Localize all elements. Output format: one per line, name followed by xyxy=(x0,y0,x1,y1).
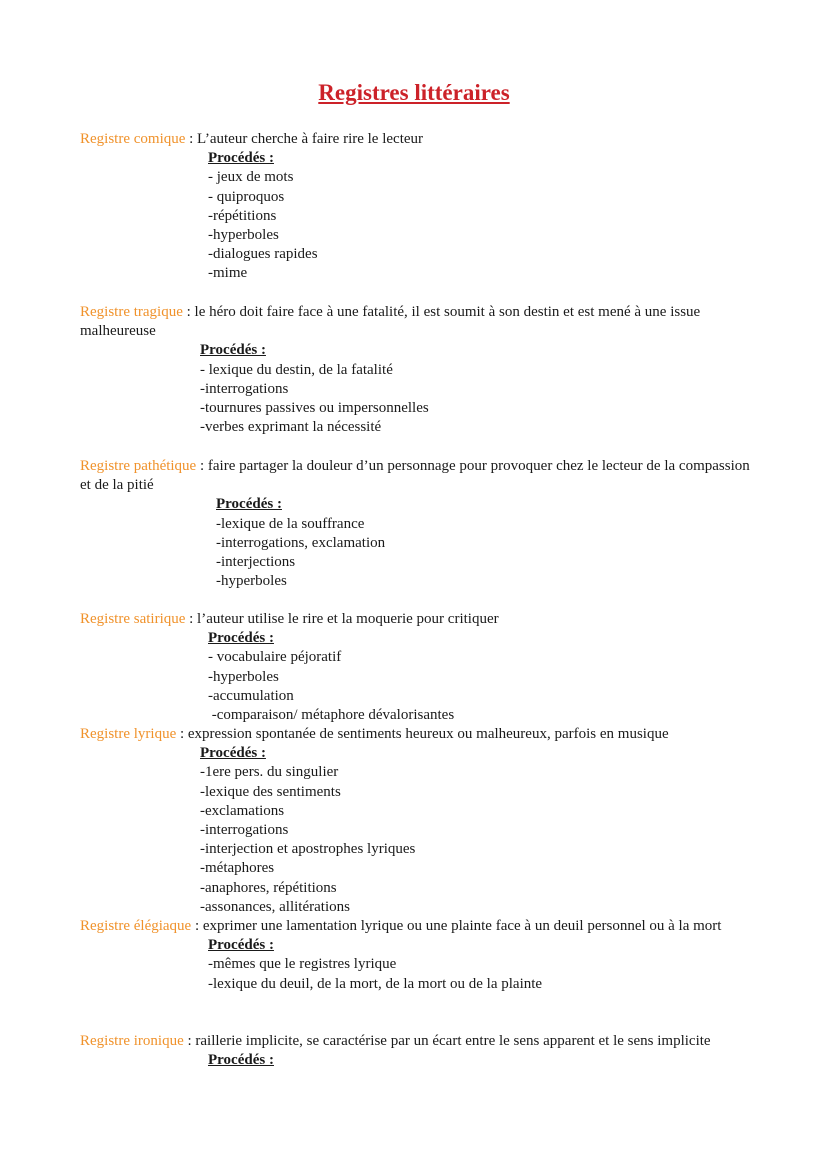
procede-item: - jeux de mots xyxy=(208,169,294,186)
section-registre-satirique xyxy=(80,610,750,725)
procede-item: -hyperboles xyxy=(208,668,279,685)
procede-item: -comparaison/ métaphore dévalorisantes xyxy=(208,707,455,724)
register-definition-text: : le héro doit faire face à une fatalité, il est soumit à son destin et est mené à une issue malheureuse xyxy=(80,304,701,340)
register-definition-text: : l’auteur utilise le rire et la moquerie pour critiquer xyxy=(185,611,499,627)
procede-item: -hyperboles xyxy=(216,573,287,590)
section-registre-comique xyxy=(80,130,750,284)
register-label: Registre ironique xyxy=(80,1033,184,1049)
register-definition xyxy=(80,917,750,936)
register-label: Registre lyrique xyxy=(80,726,177,742)
register-definition xyxy=(80,725,750,744)
register-label: Registre tragique xyxy=(80,304,183,320)
procede-item: -hyperboles xyxy=(208,227,279,244)
procede-item: -anaphores, répétitions xyxy=(200,879,337,896)
register-definition xyxy=(80,1032,750,1051)
procede-item: - lexique du destin, de la fatalité xyxy=(200,361,393,378)
procedes-list xyxy=(208,629,750,725)
register-definition-text: : raillerie implicite, se caractérise par un écart entre le sens apparent et le sens implicite xyxy=(183,1033,711,1049)
section-registre-lyrique xyxy=(80,725,750,917)
procede-item: -1ere pers. du singulier xyxy=(200,764,339,781)
procede-item: -lexique de la souffrance xyxy=(216,515,365,532)
register-definition xyxy=(80,303,750,341)
section-registre-pathetique xyxy=(80,457,750,591)
register-definition xyxy=(80,610,750,629)
procedes-list xyxy=(200,341,750,437)
register-label: Registre comique xyxy=(80,131,186,147)
procede-item: -interrogations xyxy=(200,822,289,839)
procedes-heading: Procédés : xyxy=(208,630,274,647)
register-definition-text: : L’auteur cherche à faire rire le lecteur xyxy=(185,131,424,147)
procede-item: -mêmes que le registres lyrique xyxy=(208,956,397,973)
register-definition-text: : faire partager la douleur d’un personnage pour provoquer chez le lecteur de la compassion et de la pitié xyxy=(80,458,750,494)
register-definition xyxy=(80,130,750,149)
procede-item: -exclamations xyxy=(200,802,285,819)
procede-item: -interrogations xyxy=(200,380,289,397)
procedes-heading: Procédés : xyxy=(208,1052,274,1069)
page-title: Registres littéraires xyxy=(318,80,510,105)
procedes-list xyxy=(208,149,750,283)
procede-item: -assonances, allitérations xyxy=(200,898,350,915)
procede-item: - vocabulaire péjoratif xyxy=(208,649,342,666)
register-label: Registre élégiaque xyxy=(80,918,192,934)
procedes-list xyxy=(216,495,750,591)
procede-item: -tournures passives ou impersonnelles xyxy=(200,400,429,417)
procede-item: -interjection et apostrophes lyriques xyxy=(200,841,416,858)
procedes-heading: Procédés : xyxy=(200,342,266,359)
register-label: Registre pathétique xyxy=(80,458,197,474)
register-definition-text: : exprimer une lamentation lyrique ou une plainte face à un deuil personnel ou à la mort xyxy=(191,918,722,934)
section-registre-elegiaque xyxy=(80,917,750,994)
register-label: Registre satirique xyxy=(80,611,186,627)
procedes-heading: Procédés : xyxy=(208,150,274,167)
procede-item: -lexique des sentiments xyxy=(200,783,341,800)
register-definition xyxy=(80,457,750,495)
section-registre-tragique xyxy=(80,303,750,437)
procede-item: -métaphores xyxy=(200,860,275,877)
procede-item: -répétitions xyxy=(208,207,277,224)
procede-item: -interjections xyxy=(216,554,296,571)
procedes-list xyxy=(208,936,750,994)
procede-item: -interrogations, exclamation xyxy=(216,534,386,551)
procede-item: - quiproquos xyxy=(208,188,285,205)
section-registre-ironique xyxy=(80,1032,750,1070)
procede-item: -mime xyxy=(208,265,248,282)
procedes-heading: Procédés : xyxy=(216,496,282,513)
procede-item: -dialogues rapides xyxy=(208,246,318,263)
procedes-list xyxy=(200,744,750,917)
procedes-list xyxy=(208,1051,750,1070)
register-definition-text: : expression spontanée de sentiments heureux ou malheureux, parfois en musique xyxy=(176,726,669,742)
procedes-heading: Procédés : xyxy=(208,937,274,954)
procedes-heading: Procédés : xyxy=(200,745,266,762)
procede-item: -verbes exprimant la nécessité xyxy=(200,419,382,436)
procede-item: -lexique du deuil, de la mort, de la mort ou de la plainte xyxy=(208,975,543,992)
procede-item: -accumulation xyxy=(208,687,294,704)
